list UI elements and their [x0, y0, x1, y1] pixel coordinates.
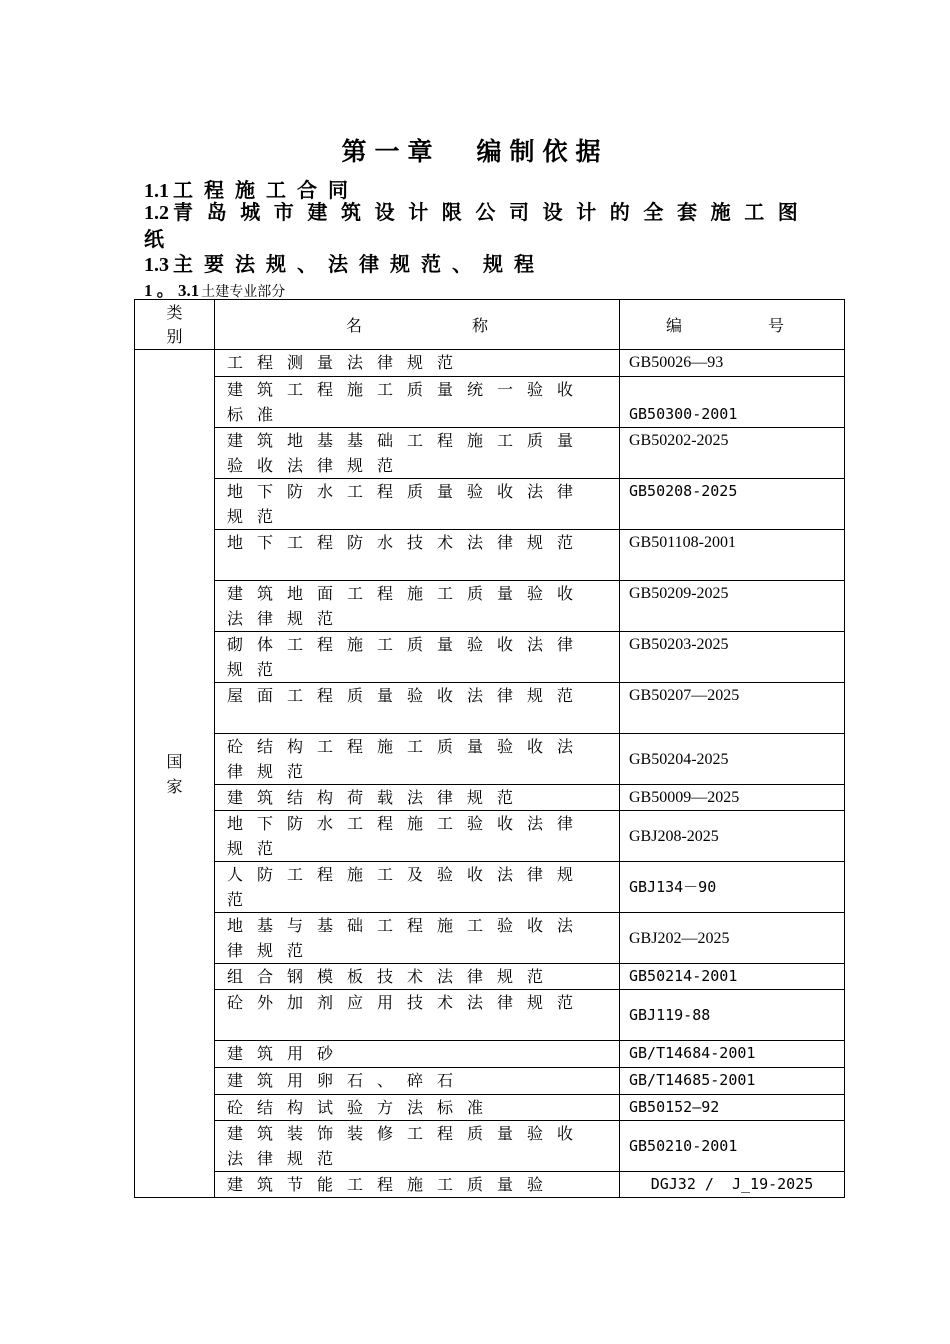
chapter-title [0, 132, 950, 168]
regulation-name: 建筑工程施工质量统一验收标准 [215, 377, 620, 428]
table-row [135, 1068, 845, 1095]
table-row [135, 1172, 845, 1198]
section-1-3-1 [144, 276, 285, 301]
regulation-code: GB/T14685-2001 [620, 1068, 845, 1095]
table-row [135, 862, 845, 913]
regulation-code: GB50202-2025 [620, 428, 845, 479]
regulation-code: GB50152—92 [620, 1095, 845, 1121]
regulation-code: GB50210-2001 [620, 1121, 845, 1172]
section-number: 1.3 [144, 254, 169, 276]
table-row [135, 530, 845, 581]
regulation-name: 建筑结构荷载法律规范 [215, 785, 620, 811]
section-text: 青岛城市建筑设计限公司设计的全套施工图纸 [144, 200, 812, 251]
table-row [135, 428, 845, 479]
table-row [135, 479, 845, 530]
regulation-name: 建筑地基基础工程施工质量验收法律规范 [215, 428, 620, 479]
regulation-name: 组合钢模板技术法律规范 [215, 964, 620, 990]
regulation-code: GB50300-2001 [620, 377, 845, 428]
section-text: 土建专业部分 [201, 284, 286, 300]
category-cell: 国家 [135, 350, 215, 1198]
table-row [135, 1095, 845, 1121]
table-row [135, 350, 845, 377]
chapter-number: 第一章 [341, 137, 441, 166]
regulation-code: GB50207—2025 [620, 683, 845, 734]
regulation-name: 地下防水工程质量验收法律规范 [215, 479, 620, 530]
table-row [135, 913, 845, 964]
table-row [135, 964, 845, 990]
regulation-code: GBJ208-2025 [620, 811, 845, 862]
regulation-code: GB50026—93 [620, 350, 845, 377]
table-row [135, 683, 845, 734]
section-1-2 [144, 199, 834, 252]
section-number: 1 。 3.1 [144, 281, 200, 300]
regulation-name: 砌体工程施工质量验收法律规范 [215, 632, 620, 683]
regulation-code: GBJ119-88 [620, 990, 845, 1041]
regulation-name: 地下防水工程施工验收法律规范 [215, 811, 620, 862]
regulation-code: GB50214-2001 [620, 964, 845, 990]
header-name: 名 称 [215, 300, 620, 350]
regulation-name: 建筑地面工程施工质量验收法律规范 [215, 581, 620, 632]
regulation-name: 地基与基础工程施工验收法律规范 [215, 913, 620, 964]
regulations-table [134, 299, 845, 1198]
table-row [135, 1041, 845, 1068]
regulation-name: 砼结构工程施工质量验收法律规范 [215, 734, 620, 785]
regulation-name: 建筑用卵石、碎石 [215, 1068, 620, 1095]
regulation-name: 人防工程施工及验收法律规范 [215, 862, 620, 913]
section-1-3 [144, 248, 545, 277]
regulation-name: 建筑装饰装修工程质量验收法律规范 [215, 1121, 620, 1172]
section-text: 工程施工合同 [173, 178, 359, 202]
regulation-code: DGJ32 / J_19-2025 [620, 1172, 845, 1198]
regulation-name: 地下工程防水技术法律规范 [215, 530, 620, 581]
table-row [135, 734, 845, 785]
regulation-name: 砼外加剂应用技术法律规范 [215, 990, 620, 1041]
regulation-name: 建筑节能工程施工质量验 [215, 1172, 620, 1198]
regulation-name: 砼结构试验方法标准 [215, 1095, 620, 1121]
table-row [135, 1121, 845, 1172]
regulation-name: 建筑用砂 [215, 1041, 620, 1068]
table-row [135, 785, 845, 811]
table-row [135, 377, 845, 428]
table-header-row [135, 300, 845, 350]
section-number: 1.1 [144, 180, 169, 202]
regulation-code: GB501108-2001 [620, 530, 845, 581]
table-row [135, 581, 845, 632]
regulation-name: 工程测量法律规范 [215, 350, 620, 377]
table-row [135, 632, 845, 683]
table-row [135, 990, 845, 1041]
regulation-code: GB50009—2025 [620, 785, 845, 811]
chapter-name: 编制依据 [476, 137, 609, 166]
regulation-code: GB50204-2025 [620, 734, 845, 785]
header-code: 编 号 [620, 300, 845, 350]
regulation-code: GB/T14684-2001 [620, 1041, 845, 1068]
table-row [135, 811, 845, 862]
regulation-code: GB50208-2025 [620, 479, 845, 530]
section-number: 1.2 [144, 202, 169, 224]
regulation-code: GB50203-2025 [620, 632, 845, 683]
regulation-code: GBJ202—2025 [620, 913, 845, 964]
section-text: 主要法规、法律规范、规程 [173, 252, 545, 276]
regulation-code: GBJ134－90 [620, 862, 845, 913]
header-category: 类别 [135, 300, 215, 350]
regulation-code: GB50209-2025 [620, 581, 845, 632]
regulation-name: 屋面工程质量验收法律规范 [215, 683, 620, 734]
